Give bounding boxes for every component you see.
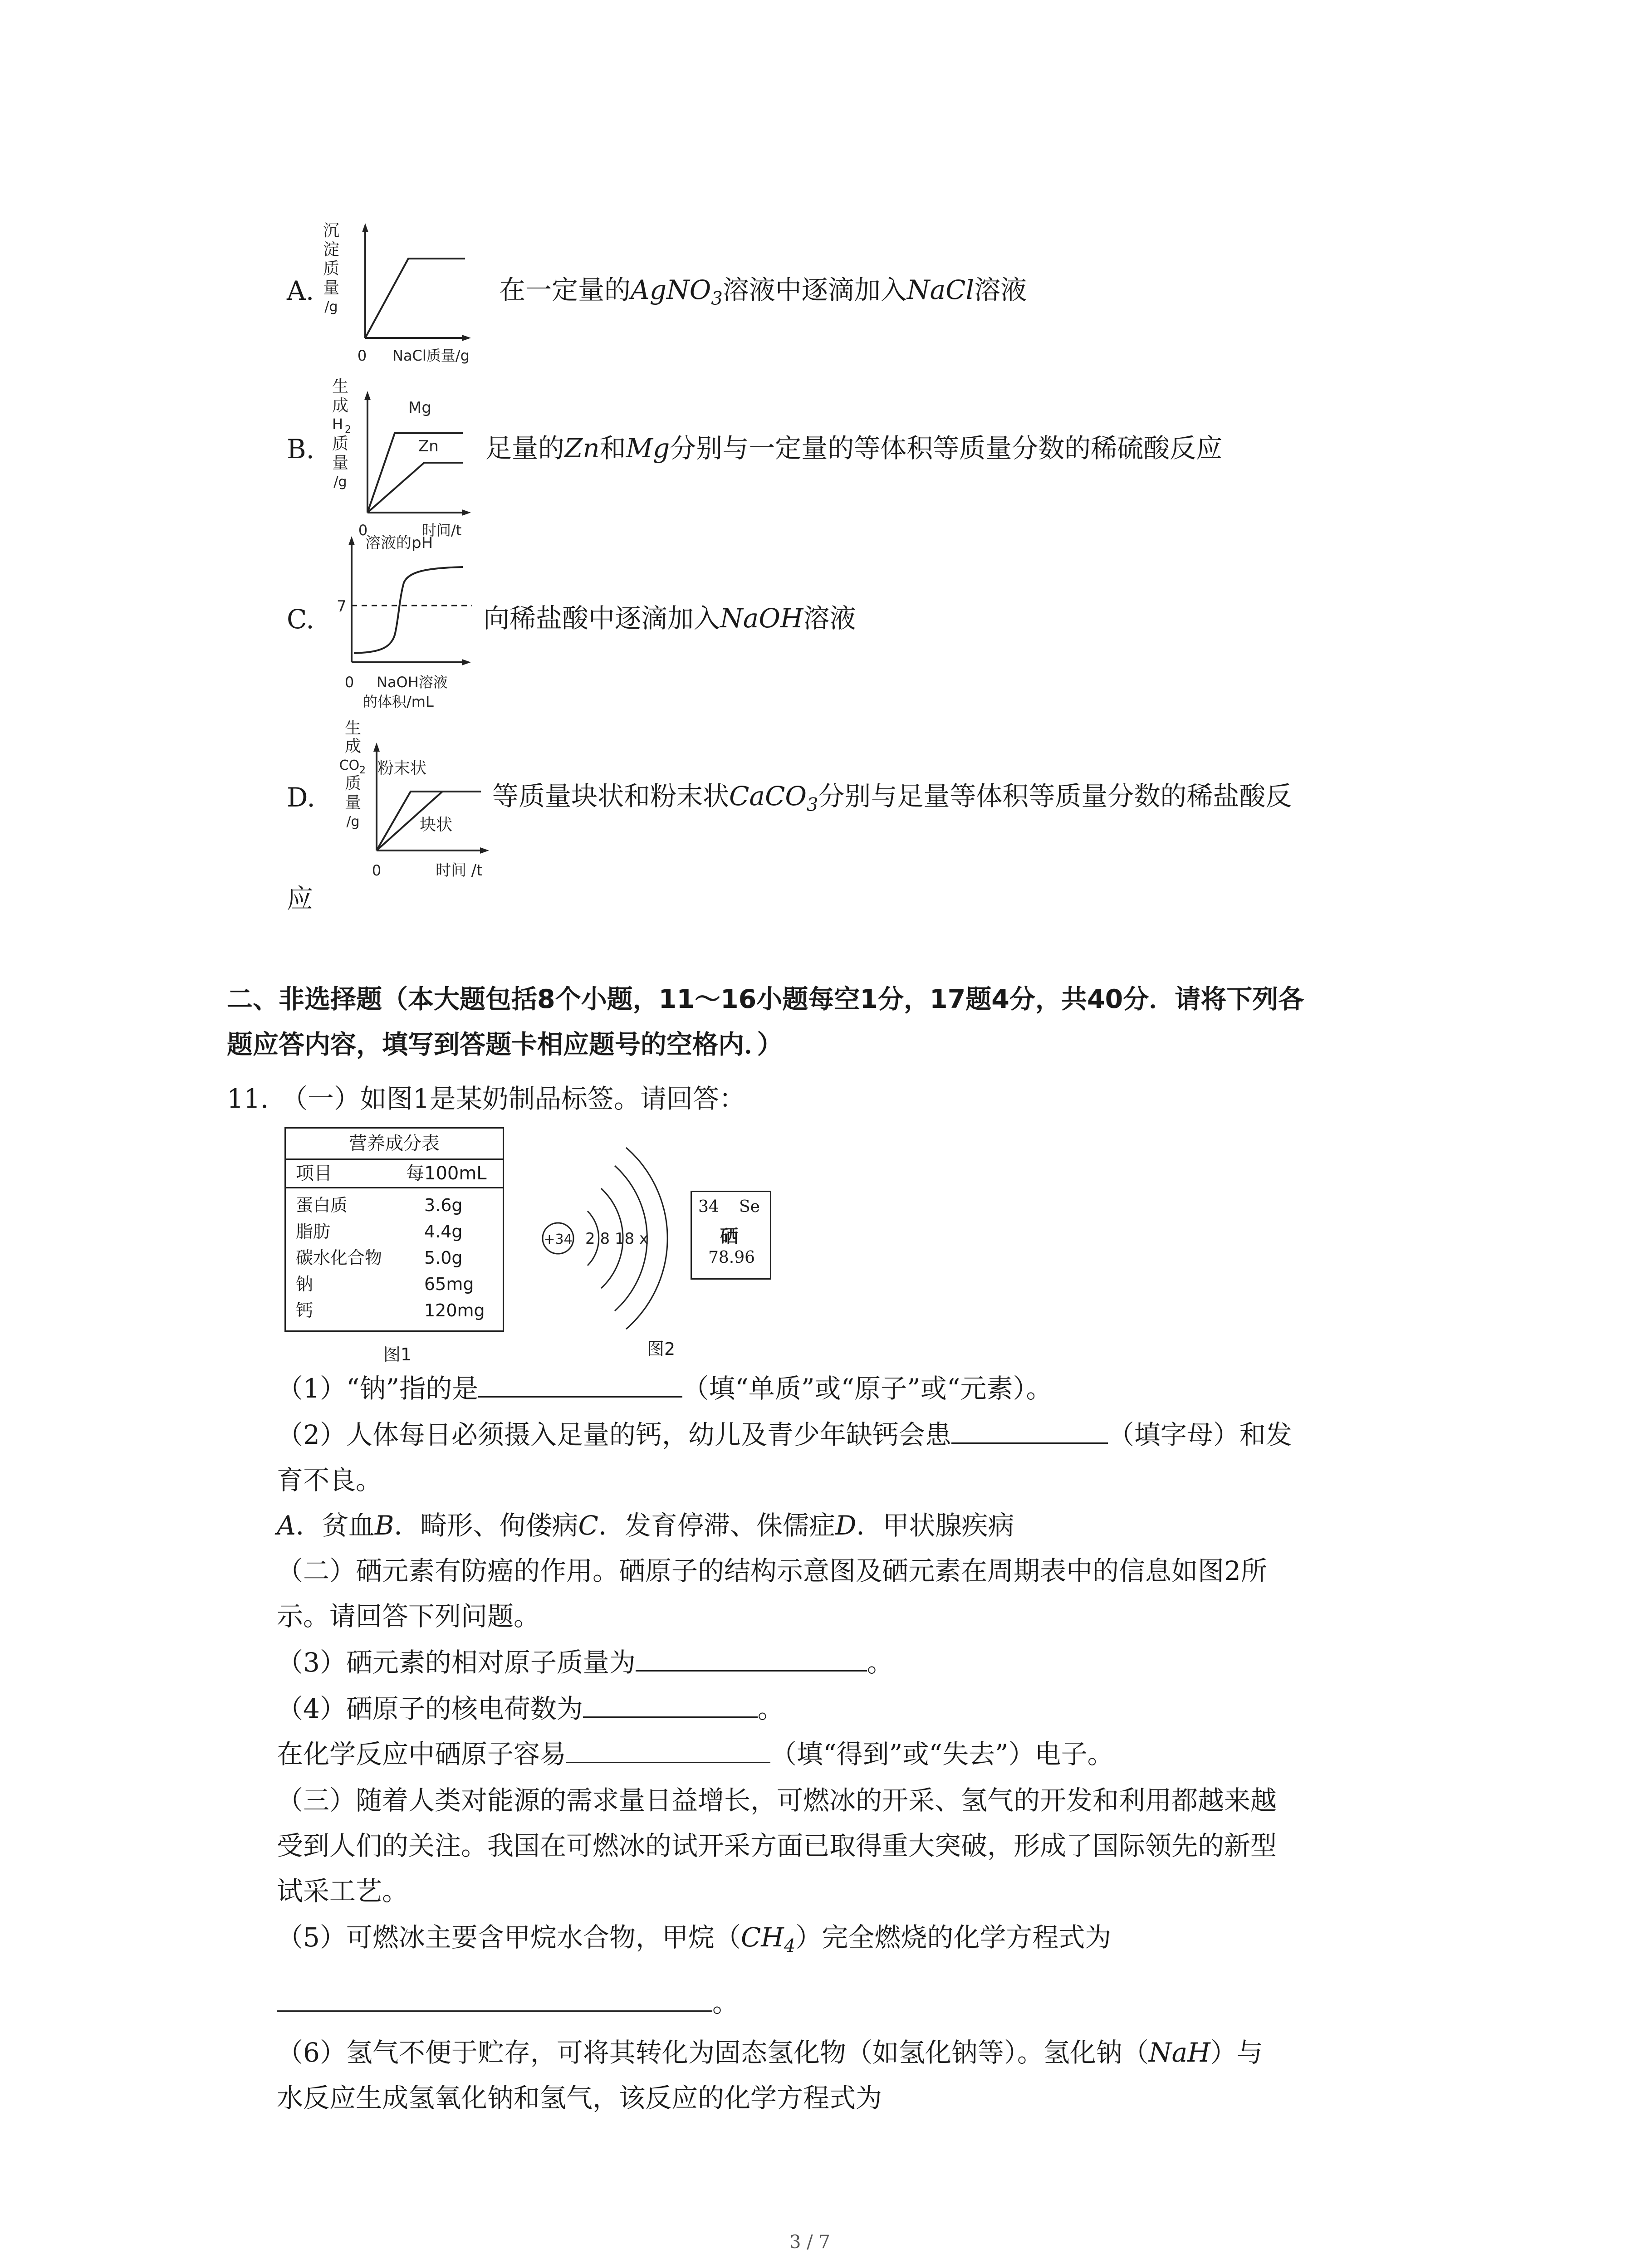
- svg-text:CO: CO: [339, 758, 360, 773]
- figure-1-caption: 图1: [383, 1344, 412, 1364]
- svg-text:生: 生: [332, 377, 349, 396]
- nutrition-table: [284, 1127, 504, 1332]
- selenium-atomic-mass: 78.96: [708, 1248, 755, 1267]
- page-number: 3 / 7: [789, 2232, 830, 2253]
- svg-text:2: 2: [345, 424, 351, 435]
- answer-blank-2[interactable]: [951, 1420, 1108, 1444]
- option-a-text: 在一定量的AgNO$_3$溶液中逐滴加入NaCl溶液: [499, 274, 1027, 309]
- selenium-name: 硒: [720, 1226, 738, 1247]
- q11-part2: （2）人体每日必须摄入足量的钙，幼儿及青少年缺钙会患 （填字母）和发: [277, 1419, 1292, 1450]
- answer-blank-5[interactable]: [566, 1739, 770, 1763]
- graph-d-xlabel: 时间 /t: [436, 861, 483, 880]
- graph-b-xlabel: 时间/t: [422, 522, 462, 539]
- q11-part1: （1）“钠”指的是 （填“单质”或“原子”或“元素）。: [277, 1373, 1053, 1404]
- graph-c: [327, 531, 508, 726]
- graph-b-zn-label: Zn: [418, 437, 439, 455]
- q11-part-three-line3: 试采工艺。: [277, 1876, 409, 1906]
- q11-part3: （3）硒元素的相对原子质量为 。: [277, 1647, 893, 1678]
- q11-part-two-line1: （二）硒元素有防癌的作用。硒原子的结构示意图及硒元素在周期表中的信息如图2所: [277, 1555, 1267, 1586]
- selenium-atomic-number: 34: [698, 1198, 719, 1216]
- q11-part-three-line1: （三）随着人类对能源的需求量日益增长，可燃冰的开采、氢气的开发和利用都越来越: [277, 1785, 1277, 1816]
- svg-text:/g: /g: [346, 814, 360, 830]
- graph-c-xlabel-1: NaOH溶液: [377, 674, 448, 691]
- q11-number: 11.: [227, 1083, 269, 1114]
- svg-text:质: 质: [332, 435, 349, 453]
- svg-text:成: 成: [332, 396, 349, 415]
- graph-a-origin: 0: [357, 347, 367, 364]
- graph-a: [318, 222, 508, 376]
- q11-part5: （5）可燃冰主要含甲烷水合物，甲烷$(CH_4)$完全燃烧的化学方程式为: [277, 1922, 1112, 1957]
- selenium-symbol: Se: [739, 1198, 760, 1216]
- q11-part6-cont: 水反应生成氢氧化钠和氢气，该反应的化学方程式为: [277, 2082, 882, 2113]
- nutrition-row: 蛋白质 3.6g: [296, 1195, 463, 1215]
- svg-text:淀: 淀: [323, 240, 340, 259]
- graph-a-xlabel: NaCl质量/g: [392, 347, 470, 364]
- graph-b-mg-label: Mg: [408, 399, 431, 417]
- svg-text:量: 量: [323, 279, 340, 297]
- section-2-heading-line1: 二、非选择题（本大题包括8个小题，11～16小题每空1分，17题4分，共40分．请将下列各: [227, 984, 1304, 1014]
- graph-d-powder-label: 粉末状: [377, 759, 427, 777]
- nutrition-header-per: 每100mL: [406, 1163, 487, 1184]
- nutrition-row: 钙 120mg: [296, 1300, 485, 1320]
- nutrition-table-header: [286, 1160, 503, 1188]
- graph-c-curve: [354, 567, 463, 653]
- graph-a-curve: [365, 259, 465, 338]
- option-b-letter: B.: [287, 434, 315, 464]
- figure-2-caption: 图2: [647, 1339, 676, 1359]
- graph-d-origin: 0: [372, 862, 382, 879]
- option-d-continuation: 应: [287, 883, 314, 914]
- graph-c-ytick: 7: [337, 597, 347, 616]
- graph-b-ylabel: [332, 377, 351, 490]
- q11-part4: （4）硒原子的核电荷数为 。: [277, 1693, 784, 1724]
- q11-part-two-line2: 示。请回答下列问题。: [277, 1601, 540, 1632]
- q11-part2-choices: A．贫血B．畸形、佝偻病C．发育停滞、侏儒症D．甲状腺疾病: [277, 1510, 1014, 1541]
- q11-part-three-line2: 受到人们的关注。我国在可燃冰的试开采方面已取得重大突破，形成了国际领先的新型: [277, 1830, 1277, 1861]
- selenium-periodic-cell: [691, 1191, 771, 1280]
- nutrition-table-title: 营养成分表: [286, 1129, 503, 1160]
- svg-text:量: 量: [332, 454, 349, 472]
- option-a-letter: A.: [287, 275, 314, 306]
- graph-c-xlabel-2: 的体积/mL: [363, 693, 434, 710]
- svg-text:沉: 沉: [323, 222, 340, 240]
- electron-shells: 2 8 18 x: [585, 1230, 649, 1248]
- answer-blank-4[interactable]: [583, 1694, 758, 1718]
- option-c-text: 向稀盐酸中逐滴加入NaOH溶液: [483, 603, 856, 634]
- svg-text:H: H: [332, 415, 343, 433]
- graph-b: [318, 376, 499, 540]
- graph-d: [327, 719, 508, 891]
- nutrition-row: 碳水化合物 5.0g: [296, 1248, 463, 1268]
- q11-part5-answer: 。: [277, 1987, 739, 2019]
- graph-b-origin: 0: [358, 522, 368, 539]
- svg-text:生: 生: [344, 719, 362, 738]
- nucleus-charge: +34: [544, 1232, 573, 1247]
- answer-blank-6[interactable]: [277, 1988, 712, 2012]
- graph-a-ylabel: [323, 222, 339, 315]
- nutrition-row: 钠 65mg: [296, 1274, 474, 1294]
- q11-part4-cont: 在化学反应中硒原子容易 （填“得到”或“失去”）电子。: [277, 1739, 1114, 1769]
- selenium-atom-diagram: [531, 1143, 685, 1334]
- svg-text:/g: /g: [333, 474, 347, 490]
- option-d-text: 等质量块状和粉末状CaCO$_3$分别与足量等体积等质量分数的稀盐酸反: [492, 781, 1292, 816]
- answer-blank-1[interactable]: [478, 1374, 682, 1398]
- nutrition-header-item: 项目: [296, 1163, 332, 1184]
- svg-text:质: 质: [344, 774, 362, 793]
- option-d-letter: D.: [287, 782, 315, 813]
- svg-text:质: 质: [323, 259, 340, 278]
- q11-part6: （6）氢气不便于贮存，可将其转化为固态氢化物（如氢化钠等）。氢化钠（NaH）与: [277, 2037, 1263, 2068]
- svg-text:成: 成: [344, 737, 362, 756]
- section-2-heading-line2: 题应答内容，填写到答题卡相应题号的空格内．）: [227, 1030, 783, 1060]
- svg-text:/g: /g: [324, 299, 338, 315]
- q11-part2-cont: 育不良。: [277, 1465, 382, 1496]
- graph-c-origin: 0: [344, 674, 354, 691]
- q11-intro: （一）如图1是某奶制品标签。请回答：: [281, 1083, 745, 1114]
- graph-c-ylabel: 溶液的pH: [365, 534, 433, 552]
- graph-d-ylabel: [339, 719, 366, 830]
- svg-text:2: 2: [359, 765, 366, 776]
- graph-d-block-label: 块状: [420, 816, 453, 834]
- nutrition-row: 脂肪 4.4g: [296, 1222, 463, 1242]
- option-b-text: 足量的Zn和Mg分别与一定量的等体积等质量分数的稀硫酸反应: [485, 433, 1223, 464]
- answer-blank-3[interactable]: [636, 1647, 867, 1672]
- option-c-letter: C.: [287, 604, 314, 635]
- svg-text:量: 量: [344, 793, 362, 812]
